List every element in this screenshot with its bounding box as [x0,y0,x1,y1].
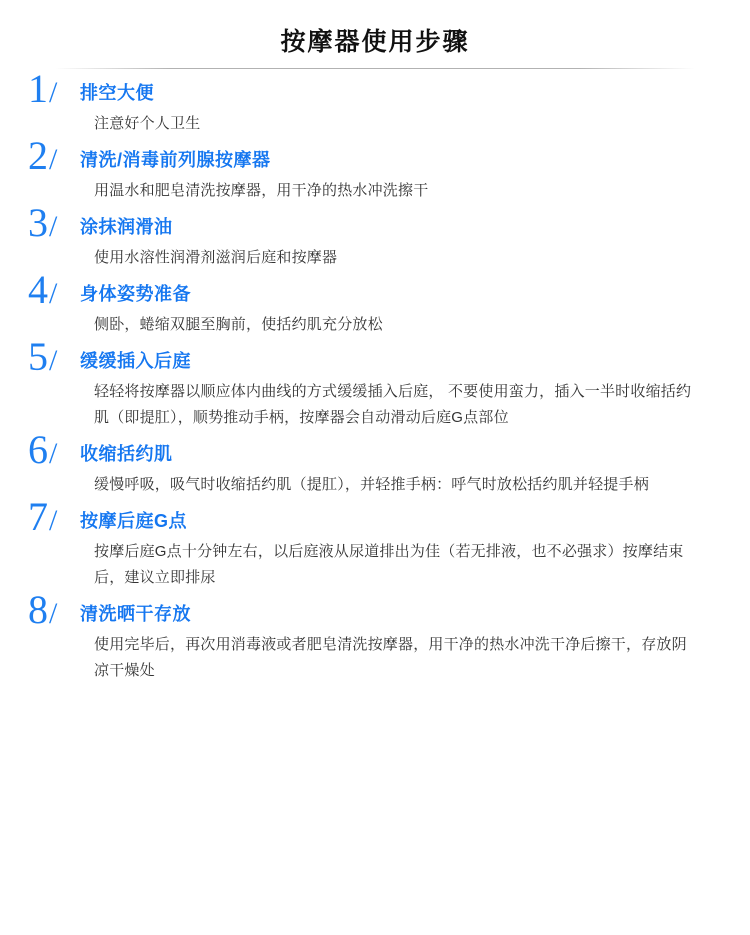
list-item [28,133,722,204]
title-divider [55,68,695,69]
list-item [28,267,722,338]
step-heading: 身体姿势准备 [80,284,191,304]
step-number-slash: / [49,277,58,310]
step-heading: 清洗/消毒前列腺按摩器 [80,150,271,170]
step-number-slash: / [49,210,58,243]
list-item [28,66,722,137]
step-number [28,200,80,247]
step-number-slash: / [49,597,58,630]
steps-list [0,66,750,684]
step-number [28,334,80,381]
step-body: 侧卧，蜷缩双腿至胸前，使括约肌充分放松 [94,316,383,333]
step-number-value: 2 [28,133,48,178]
step-number-slash: / [49,437,58,470]
step-number-slash: / [49,504,58,537]
step-number-slash: / [49,76,58,109]
step-number [28,427,80,474]
step-heading: 按摩后庭G点 [80,511,188,531]
step-body: 使用水溶性润滑剂滋润后庭和按摩器 [94,249,338,266]
step-heading: 涂抹润滑油 [80,217,173,237]
step-heading: 缓缓插入后庭 [80,351,191,371]
step-number-value: 6 [28,427,48,472]
step-number-slash: / [49,143,58,176]
step-number [28,267,80,314]
step-number-slash: / [49,344,58,377]
step-number [28,587,80,634]
list-item [28,587,722,684]
step-body: 缓慢呼吸，吸气时收缩括约肌（提肛），并轻推手柄：呼气时放松括约肌并轻提手柄 [94,476,649,493]
step-number [28,133,80,180]
list-item [28,334,722,431]
step-number-value: 1 [28,66,48,111]
list-item [28,200,722,271]
step-number-value: 5 [28,334,48,379]
step-number-value: 3 [28,200,48,245]
page-title: 按摩器使用步骤 [280,28,470,56]
step-body: 注意好个人卫生 [94,115,201,132]
step-number [28,494,80,541]
step-number-value: 8 [28,587,48,632]
step-heading: 收缩括约肌 [80,444,173,464]
step-body: 按摩后庭G点十分钟左右，以后庭液从尿道排出为佳（若无排液，也不必强求）按摩结束后，建议立即排尿 [94,543,684,586]
step-heading: 排空大便 [80,83,154,103]
step-heading: 清洗晒干存放 [80,604,191,624]
step-body: 轻轻将按摩器以顺应体内曲线的方式缓缓插入后庭， 不要使用蛮力，插入一半时收缩括约肌（即提肛），顺势推动手柄，按摩器会自动滑动后庭G点部位 [94,383,692,426]
step-number [28,66,80,113]
step-body: 用温水和肥皂清洗按摩器，用干净的热水冲洗擦干 [94,182,429,199]
step-number-value: 4 [28,267,48,312]
list-item [28,427,722,498]
list-item [28,494,722,591]
step-body: 使用完毕后，再次用消毒液或者肥皂清洗按摩器，用干净的热水冲洗干净后擦干，存放阴凉干燥处 [94,636,687,679]
step-number-value: 7 [28,494,48,539]
